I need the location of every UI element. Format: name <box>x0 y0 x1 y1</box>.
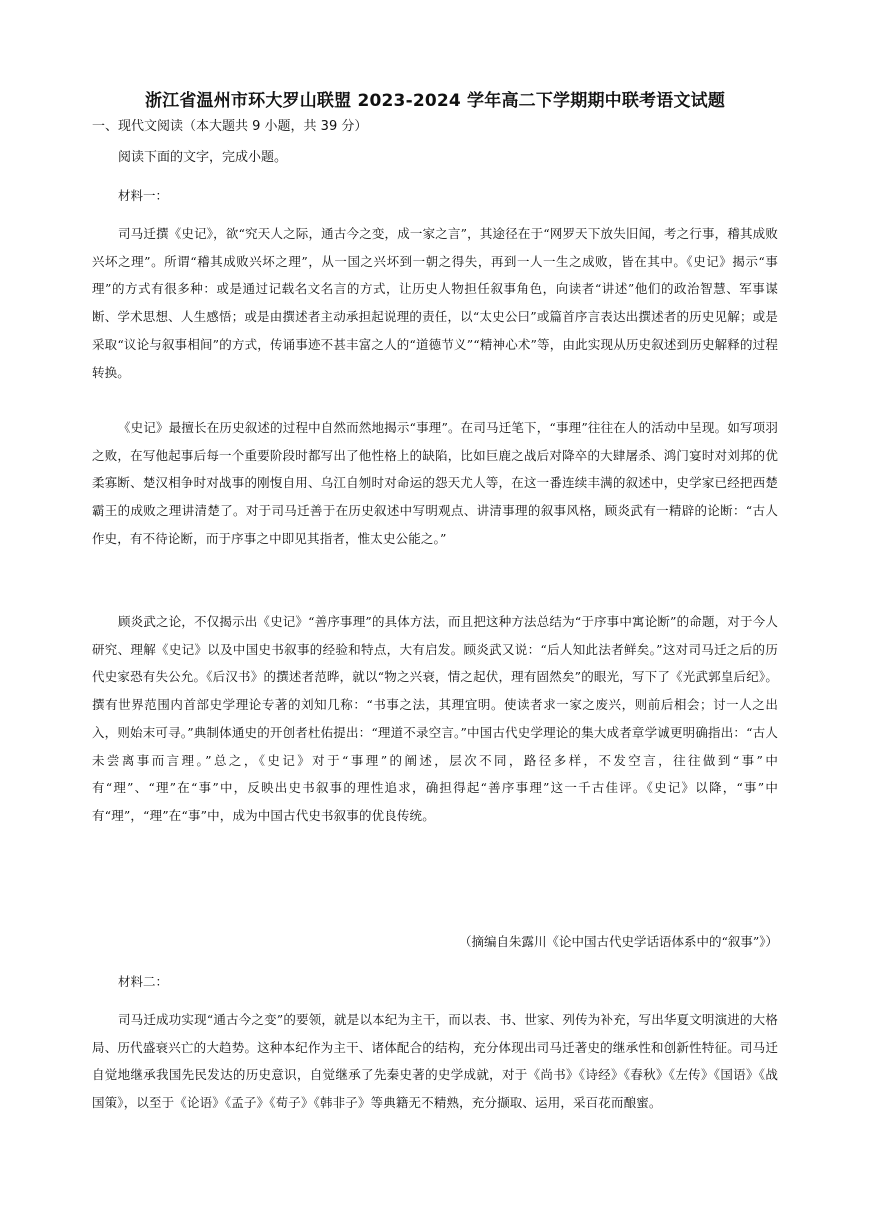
material-one-paragraph-2: 《史记》最擅长在历史叙述的过程中自然而然地揭示“事理”。在司马迁笔下，“事理”往往在人的活动中呈现。如写项羽之败，在写他起事后每一个重要阶段时都写出了他性格上的缺陷，比如巨鹿之战后对降卒的大肆屠杀、鸿门宴时对刘邦的优柔寡断、楚汉相争时对战事的刚愎自用、乌江自刎时对命运的怨天尤人等，在这一番连续丰满的叙述中，史学家已经把西楚霸王的成败之理讲清楚了。对于司马迁善于在历史叙述中写明观点、讲清事理的叙事风格，顾炎武有一精辟的论断：“古人作史，有不待论断，而于序事之中即见其指者，惟太史公能之。” <box>92 420 778 546</box>
section-heading: 一、现代文阅读（本大题共 9 小题，共 39 分） <box>92 119 368 134</box>
material-two-label: 材料二： <box>118 974 169 989</box>
document-title: 浙江省温州市环大罗山联盟 2023-2024 学年高二下学期期中联考语文试题 <box>144 91 726 111</box>
material-one-citation: （摘编自朱露川《论中国古代史学话语体系中的“叙事”》） <box>458 934 778 949</box>
material-two-paragraph-1: 司马迁成功实现“通古今之变”的要领，就是以本纪为主干，而以表、书、世家、列传为补充，写出华夏文明演进的大格局、历代盛衰兴亡的大趋势。这种本纪作为主干、诸体配合的结构，充分体现出司马迁著史的继承性和创新性特征。司马迁自觉地继承我国先民发达的历史意识，自觉继承了先秦史著的史学成就，对于《尚书》《诗经》《春秋》《左传》《国语》《战国策》，以至于《论语》《孟子》《荀子》《韩非子》等典籍无不精熟，充分撷取、运用，采百花而酿蜜。 <box>92 1012 778 1111</box>
material-one-paragraph-3: 顾炎武之论，不仅揭示出《史记》“善序事理”的具体方法，而且把这种方法总结为“于序事中寓论断”的命题，对于今人研究、理解《史记》以及中国史书叙事的经验和特点，大有启发。顾炎武又说：“后人知此法者鲜矣。”这对司马迁之后的历代史家恐有失公允。《后汉书》的撰述者范晔，就以“物之兴衰，情之起伏，理有固然矣”的眼光，写下了《光武郭皇后纪》。撰有世界范围内首部史学理论专著的刘知几称：“书事之法，其理宜明。使读者求一家之废兴，则前后相会；讨一人之出入，则始末可寻。”典制体通史的开创者杜佑提出：“理道不录空言。”中国古代史学理论的集大成者章学诚更明确指出：“古人未尝离事而言理。”总之，《史记》对于“事理”的阐述，层次不同，路径多样，不发空言，往往做到“事”中有“理”、“理”在“事”中，反映出史书叙事的理性追求，确担得起“善序事理”这一千古佳评。《史记》以降，“事”中有“理”，“理”在“事”中，成为中国古代史书叙事的优良传统。 <box>92 614 778 823</box>
reading-instruction: 阅读下面的文字，完成小题。 <box>118 150 288 165</box>
material-one-label: 材料一： <box>118 188 169 203</box>
material-one-paragraph-1: 司马迁撰《史记》，欲“究天人之际，通古今之变，成一家之言”，其途径在于“网罗天下放失旧闻，考之行事，稽其成败兴坏之理”。所谓“稽其成败兴坏之理”，从一国之兴坏到一朝之得失，再到一人一生之成败，皆在其中。《史记》揭示“事理”的方式有很多种：或是通过记载名文名言的方式，让历史人物担任叙事角色，向读者“讲述”他们的政治智慧、军事谋断、学术思想、人生感悟；或是由撰述者主动承担起说理的责任，以“太史公曰”或篇首序言表达出撰述者的历史见解；或是采取“议论与叙事相间”的方式，传诵事迹不甚丰富之人的“道德节义”“精神心术”等，由此实现从历史叙述到历史解释的过程转换。 <box>92 226 778 380</box>
